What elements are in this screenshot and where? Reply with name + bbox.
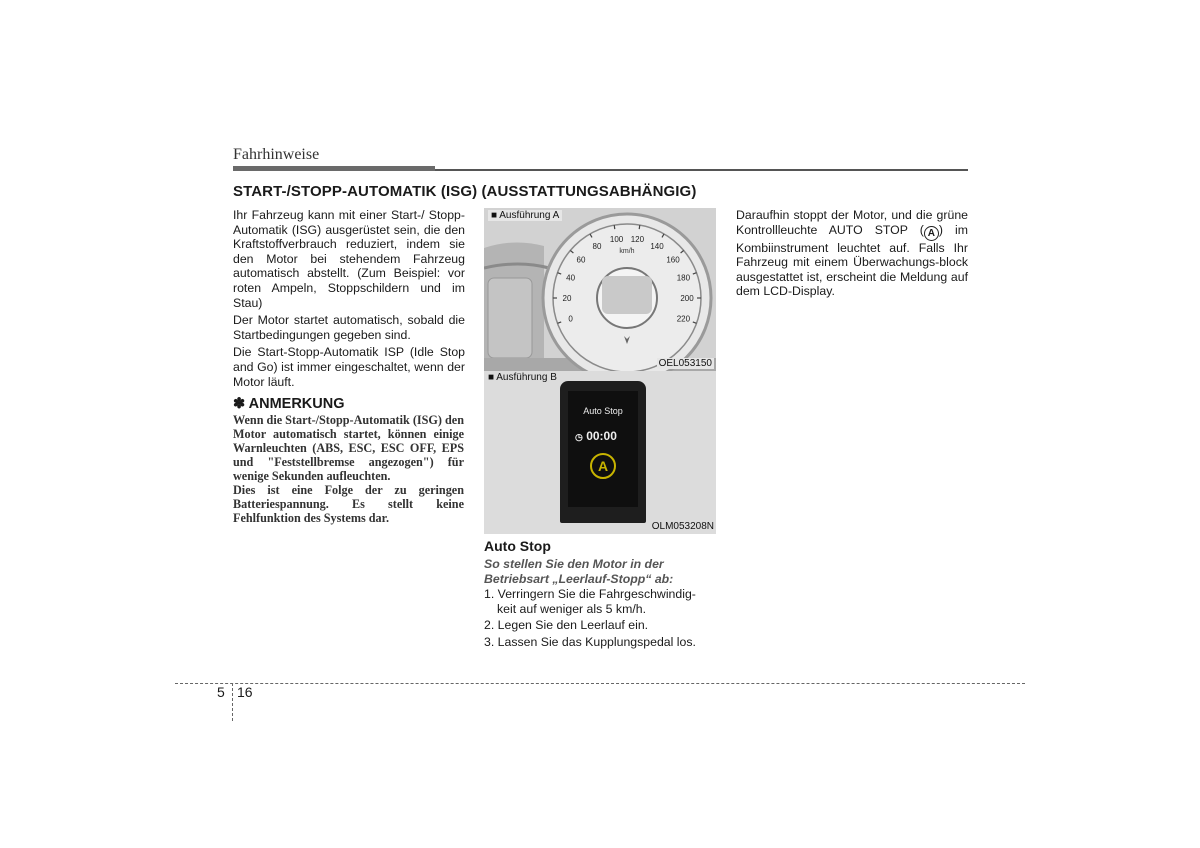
speed-tick-label: 180	[676, 273, 691, 283]
intro-column	[233, 208, 465, 392]
page-number: 16	[237, 684, 253, 700]
speed-tick-label: 200	[680, 294, 694, 303]
step-2: 2. Legen Sie den Leerlauf ein.	[484, 618, 649, 633]
note-body	[233, 413, 464, 525]
note-paragraph-1: Wenn die Start-/Stopp-Automatik (ISG) den Motor automatisch startet, können einige Warnleuchten (ABS, ESC, ESC OFF, EPS und "Feststellbremse angezogen") für wenige Sekunden aufleuchten.	[233, 413, 464, 483]
speed-tick-label: 20	[562, 294, 572, 303]
page-title: START-/STOPP-AUTOMATIK (ISG) (AUSSTATTUNGSABHÄNGIG)	[233, 183, 697, 200]
section-title: Fahrhinweise	[233, 146, 320, 163]
display-timer: 00:00	[586, 429, 617, 443]
step-1: 1. Verringern Sie die Fahrgeschwindig-	[484, 587, 696, 601]
header-rule-thin	[435, 169, 968, 171]
auto-stop-intro: So stellen Sie den Motor in der Betriebsart „Leerlauf-Stopp“ ab:	[484, 557, 674, 586]
speed-tick-label: 0	[568, 314, 573, 324]
figure-version-a	[484, 208, 716, 371]
speed-tick-label: 140	[650, 242, 664, 251]
speed-tick-label: 80	[592, 242, 602, 251]
chapter-number: 5	[217, 684, 225, 700]
speedometer-illustration	[484, 208, 716, 371]
note-title: ✽ ANMERKUNG	[233, 396, 345, 412]
result-text-before: Daraufhin stoppt der Motor, und die grüne Kontrollleuchte AUTO STOP (	[736, 208, 968, 237]
intro-paragraph-1: Ihr Fahrzeug kann mit einer Start-/ Stopp-Automatik (ISG) ausgerüstet sein, die den Kraftstoffverbrauch reduziert, indem sie den Motor bei stehendem Fahrzeug automatisch abstellt. (Zum Beispiel: vor roten Ampeln, Stoppschildern und im Stau)	[233, 208, 465, 310]
speed-tick-label: 160	[666, 255, 680, 265]
auto-stop-icon: A	[590, 453, 616, 479]
result-paragraph	[736, 208, 968, 299]
speed-unit-label: km/h	[619, 248, 635, 255]
display-title: Auto Stop	[583, 406, 623, 416]
speed-tick-label: 40	[566, 273, 576, 283]
clock-icon: ◷	[575, 432, 583, 442]
header-rule-thick	[233, 166, 435, 171]
note-paragraph-2: Dies ist eine Folge der zu geringen Batteriespannung. Es stellt keine Fehlfunktion des Systems dar.	[233, 483, 464, 525]
figure-b-label: ■ Ausführung B	[488, 372, 557, 383]
speed-tick-mark	[639, 225, 640, 229]
speed-tick-label: 100	[609, 234, 624, 244]
figure-version-b	[484, 371, 716, 534]
figure-a-label: ■ Ausführung A	[488, 210, 562, 221]
speed-tick-label: 60	[576, 255, 586, 265]
intro-paragraph-2: Der Motor startet automatisch, sobald die Startbedingungen gegeben sind.	[233, 313, 465, 342]
step-3: 3. Lassen Sie das Kupplungspedal los.	[484, 634, 696, 649]
footer-vertical-divider	[232, 683, 233, 721]
figure-b-code: OLM053208N	[651, 521, 714, 532]
auto-stop-indicator-icon: A	[924, 226, 939, 241]
auto-stop-heading: Auto Stop	[484, 538, 551, 554]
step-1-continuation: keit auf weniger als 5 km/h.	[497, 601, 646, 616]
speed-tick-label: 120	[630, 234, 645, 244]
intro-paragraph-3: Die Start-Stopp-Automatik ISP (Idle Stop and Go) ist immer eingeschaltet, wenn der Motor läuft.	[233, 345, 465, 389]
result-text-after: ) im Kombiinstrument leuchtet auf. Falls Ihr Fahrzeug mit einem Überwachungs-block ausgestattet ist, erscheint die Meldung auf dem LCD-Display.	[736, 222, 968, 299]
speed-tick-mark	[614, 225, 615, 229]
speed-tick-label: 220	[676, 314, 691, 324]
display-timer-row	[575, 429, 617, 443]
auto-stop-steps	[484, 587, 720, 651]
figure-a-code: OEL053150	[658, 358, 712, 369]
footer-divider	[175, 683, 1025, 684]
